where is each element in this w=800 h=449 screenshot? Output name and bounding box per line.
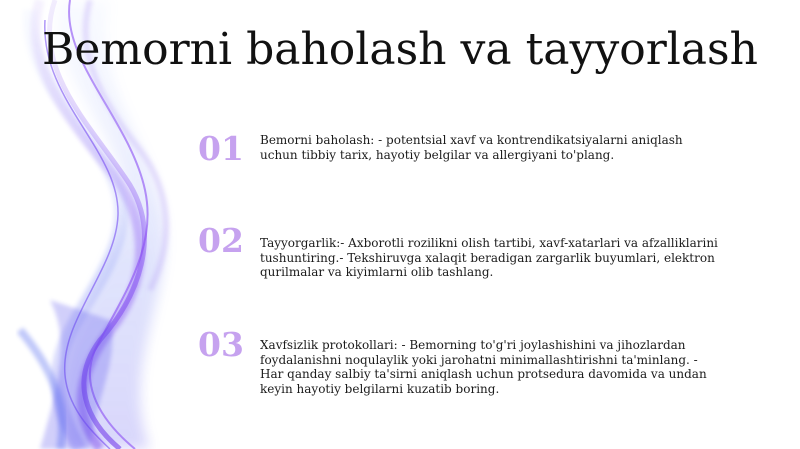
slide-title: Bemorni baholash va tayyorlash [42,24,758,75]
item-text: Tayyorgarlik:- Axborotli rozilikni olish tartibi, xavf-xatarlari va afzalliklarini tushuntiring.- Tekshiruvga xalaqit beradigan zargarlik buyumlari, elektron qurilmalar va kiyimlarni olib tashlang. [260,236,718,279]
item-number: 01 [198,129,244,168]
item-text: Bemorni baholash: - potentsial xavf va kontrendikatsiyalarni aniqlash uchun tibbiy tarix, hayotiy belgilar va allergiyani to'plang. [260,133,683,162]
item-number: 03 [198,325,244,364]
item-text: Xavfsizlik protokollari: - Bemorning to'g'ri joylashishini va jihozlardan foydalanishni noqulaylik yoki jarohatni minimallashtirishni ta'minlang. - Har qanday salbiy ta'sirni aniqlash uchun protsedura davomida va undan keyin hayotiy belgilarni kuzatib boring. [260,338,707,396]
item-number: 02 [198,221,244,260]
